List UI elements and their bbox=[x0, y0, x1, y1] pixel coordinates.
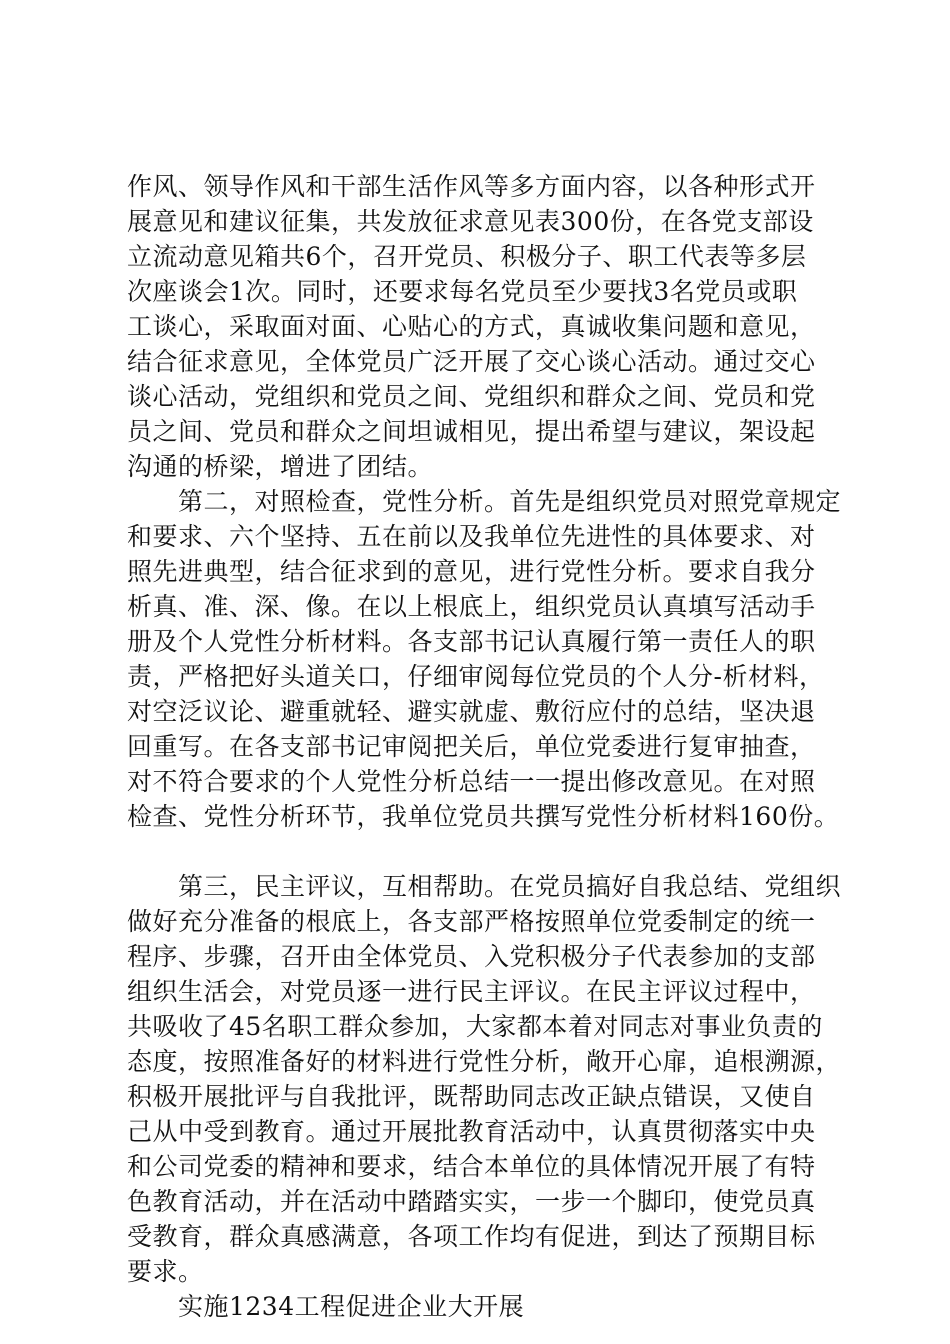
text-line: 共吸收了45名职工群众参加，大家都本着对同志对事业负责的 bbox=[127, 1012, 823, 1041]
text-line: 册及个人党性分析材料。各支部书记认真履行第一责任人的职 bbox=[127, 627, 816, 656]
text-line: 沟通的桥梁，增进了团结。 bbox=[127, 452, 434, 481]
paragraph-start: 第二，对照检查，党性分析。首先是组织党员对照党章规定 bbox=[178, 487, 842, 516]
text-line: 态度，按照准备好的材料进行党性分析，敞开心扉，追根溯源， bbox=[127, 1047, 842, 1076]
text-line: 色教育活动，并在活动中踏踏实实，一步一个脚印，使党员真 bbox=[127, 1187, 816, 1216]
text-line: 己从中受到教育。通过开展批教育活动中，认真贯彻落实中央 bbox=[127, 1117, 816, 1146]
text-line: 展意见和建议征集，共发放征求意见表300份，在各党支部设 bbox=[127, 207, 814, 236]
text-line: 作风、领导作风和干部生活作风等多方面内容，以各种形式开 bbox=[127, 172, 816, 201]
section-heading: 实施1234工程促进企业大开展 bbox=[178, 1292, 525, 1321]
text-line: 受教育，群众真感满意，各项工作均有促进，到达了预期目标 bbox=[127, 1222, 816, 1251]
text-line: 做好充分准备的根底上，各支部严格按照单位党委制定的统一 bbox=[127, 907, 816, 936]
text-line: 析真、准、深、像。在以上根底上，组织党员认真填写活动手 bbox=[127, 592, 816, 621]
text-line: 立流动意见箱共6个，召开党员、积极分子、职工代表等多层 bbox=[127, 242, 807, 271]
text-line: 对空泛议论、避重就轻、避实就虚、敷衍应付的总结，坚决退 bbox=[127, 697, 816, 726]
text-line: 结合征求意见，全体党员广泛开展了交心谈心活动。通过交心 bbox=[127, 347, 816, 376]
text-line: 员之间、党员和群众之间坦诚相见，提出希望与建议，架设起 bbox=[127, 417, 816, 446]
paragraph-start: 第三，民主评议，互相帮助。在党员搞好自我总结、党组织 bbox=[178, 872, 842, 901]
text-line: 回重写。在各支部书记审阅把关后，单位党委进行复审抽查， bbox=[127, 732, 816, 761]
text-line: 积极开展批评与自我批评，既帮助同志改正缺点错误，又使自 bbox=[127, 1082, 816, 1111]
text-line: 责，严格把好头道关口，仔细审阅每位党员的个人分-析材料， bbox=[127, 662, 825, 691]
text-line: 组织生活会，对党员逐一进行民主评议。在民主评议过程中， bbox=[127, 977, 816, 1006]
text-line: 和公司党委的精神和要求，结合本单位的具体情况开展了有特 bbox=[127, 1152, 816, 1181]
text-line: 次座谈会1次。同时，还要求每名党员至少要找3名党员或职 bbox=[127, 277, 798, 306]
text-line: 工谈心，采取面对面、心贴心的方式，真诚收集问题和意见， bbox=[127, 312, 816, 341]
text-line: 程序、步骤，召开由全体党员、入党积极分子代表参加的支部 bbox=[127, 942, 816, 971]
text-line: 照先进典型，结合征求到的意见，进行党性分析。要求自我分 bbox=[127, 557, 816, 586]
text-line: 检查、党性分析环节，我单位党员共撰写党性分析材料160份。 bbox=[127, 802, 840, 831]
text-line: 谈心活动，党组织和党员之间、党组织和群众之间、党员和党 bbox=[127, 382, 816, 411]
text-line: 对不符合要求的个人党性分析总结一一提出修改意见。在对照 bbox=[127, 767, 816, 796]
text-line: 和要求、六个坚持、五在前以及我单位先进性的具体要求、对 bbox=[127, 522, 816, 551]
text-line: 要求。 bbox=[127, 1257, 204, 1286]
